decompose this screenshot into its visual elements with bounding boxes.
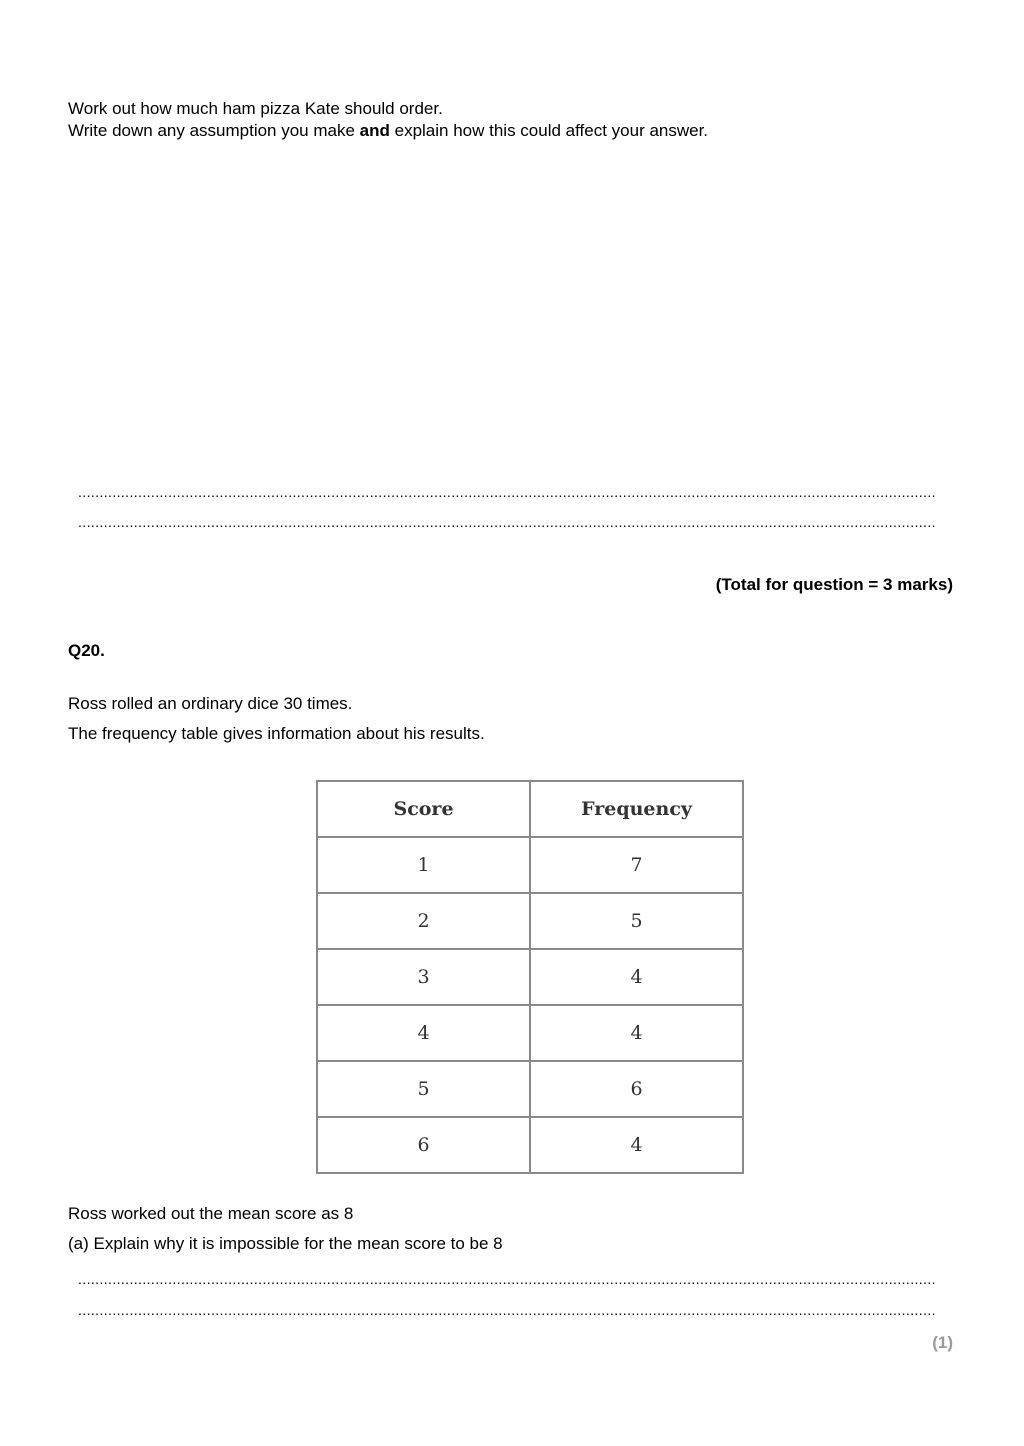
q20-intro-2: The frequency table gives information about his results. (68, 724, 485, 743)
total-marks: (Total for question = 3 marks) (715, 575, 953, 594)
answer-line-1[interactable]: ........................................................................................................................................................................................................ (78, 484, 936, 500)
score-cell: 6 (317, 1117, 530, 1173)
q20-part-a: (a) Explain why it is impossible for the mean score to be 8 (68, 1234, 503, 1253)
frequency-table (316, 780, 744, 1174)
frequency-cell: 4 (530, 1117, 743, 1173)
table-row (317, 1117, 743, 1173)
question-instruction-2 (68, 120, 708, 142)
score-cell: 2 (317, 893, 530, 949)
part-a-answer-line-2[interactable]: ........................................................................................................................................................................................................ (78, 1302, 936, 1318)
score-cell: 3 (317, 949, 530, 1005)
table-row (317, 1061, 743, 1117)
instruction-text-a: Write down any assumption you make (68, 121, 360, 140)
table-row (317, 837, 743, 893)
answer-line-2[interactable]: ........................................................................................................................................................................................................ (78, 514, 936, 530)
question-instruction-1: Work out how much ham pizza Kate should order. (68, 99, 443, 118)
frequency-cell: 4 (530, 949, 743, 1005)
table-row (317, 893, 743, 949)
table-header-row (317, 781, 743, 837)
question-number: Q20. (68, 641, 105, 660)
q20-statement: Ross worked out the mean score as 8 (68, 1204, 354, 1223)
q20-intro-1: Ross rolled an ordinary dice 30 times. (68, 694, 353, 713)
part-a-answer-line-1[interactable]: ........................................................................................................................................................................................................ (78, 1271, 936, 1287)
frequency-cell: 4 (530, 1005, 743, 1061)
header-score: Score (317, 781, 530, 837)
score-cell: 4 (317, 1005, 530, 1061)
instruction-text-b: explain how this could affect your answer. (389, 121, 709, 140)
part-a-marks: (1) (932, 1333, 953, 1352)
instruction-bold-and: and (359, 121, 390, 140)
table-row (317, 949, 743, 1005)
header-frequency: Frequency (530, 781, 743, 837)
frequency-cell: 5 (530, 893, 743, 949)
frequency-cell: 7 (530, 837, 743, 893)
frequency-cell: 6 (530, 1061, 743, 1117)
score-cell: 1 (317, 837, 530, 893)
score-cell: 5 (317, 1061, 530, 1117)
table-row (317, 1005, 743, 1061)
